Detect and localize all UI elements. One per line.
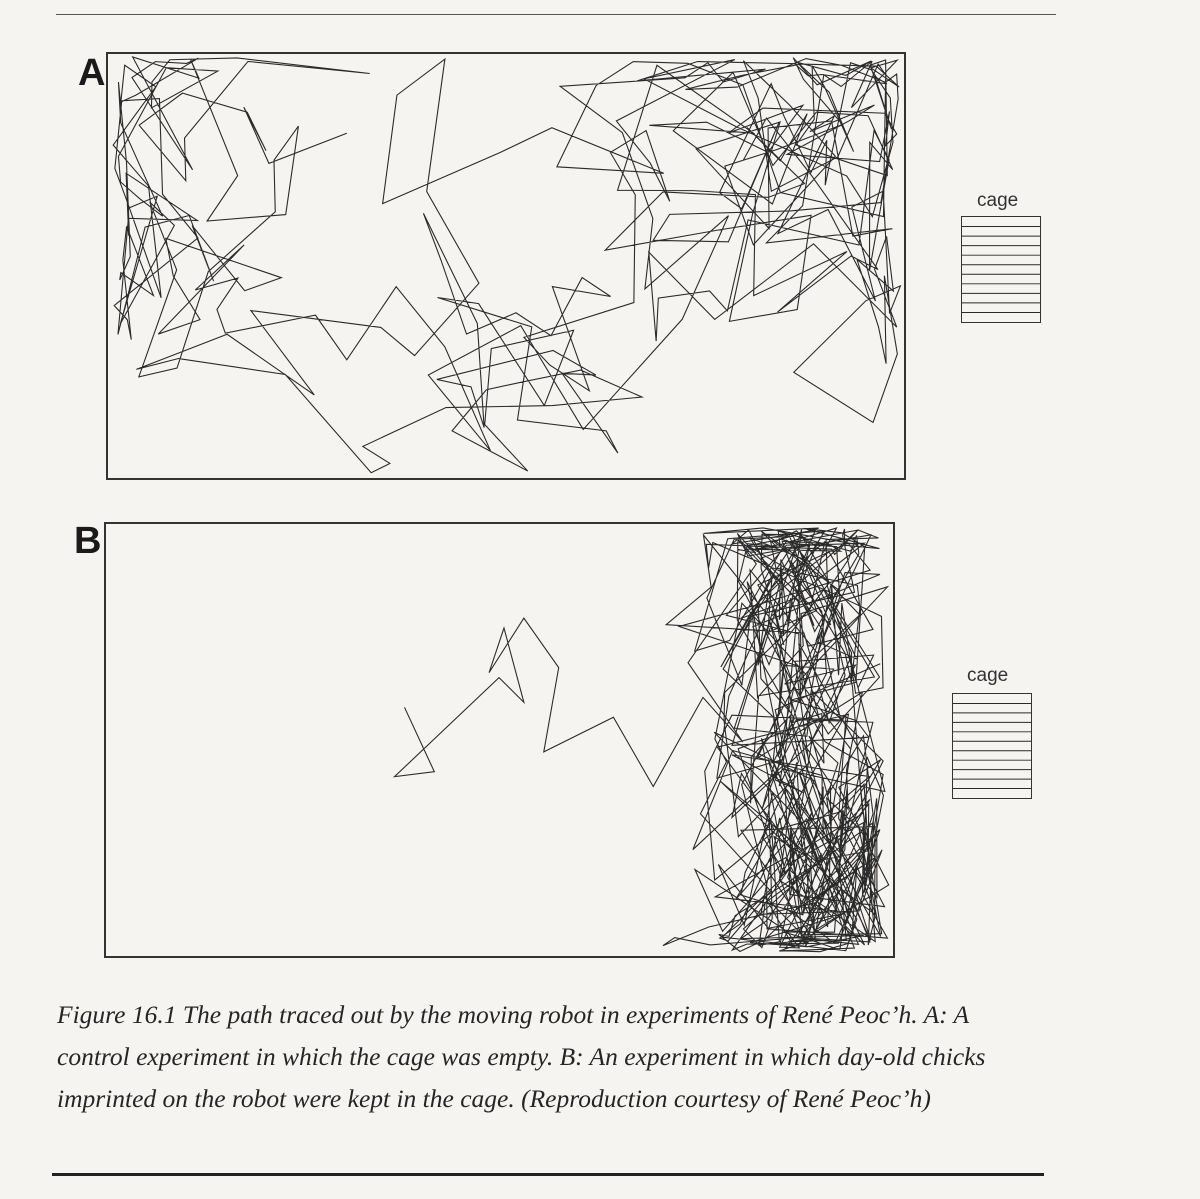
panel-a-arena <box>106 52 906 480</box>
panel-a-letter: A <box>78 52 106 94</box>
panel-a-cage-bars <box>962 217 1040 322</box>
panel-b-letter: B <box>74 520 102 562</box>
top-rule <box>56 14 1056 15</box>
panel-b-cage <box>952 693 1032 799</box>
panel-a-path-line <box>113 57 900 473</box>
panel-b-cage-bars <box>953 694 1031 798</box>
panel-a-cage-label: cage <box>977 190 1019 211</box>
panel-b-cage-label: cage <box>967 665 1009 686</box>
panel-a-cage <box>961 216 1041 323</box>
panel-b-robot-path <box>106 524 893 956</box>
bottom-rule <box>52 1173 1044 1176</box>
panel-b-arena <box>104 522 895 958</box>
figure-caption: Figure 16.1 The path traced out by the moving robot in experiments of René Peoc’h. A: A control experiment in which the cage was empty. B: An experiment in which day-old chicks imprinted on the robot were kept in the cage. (Reproduction courtesy of René Peoc’h) <box>57 1000 986 1113</box>
panel-b-path-line <box>395 528 889 952</box>
panel-a-robot-path <box>108 54 904 478</box>
